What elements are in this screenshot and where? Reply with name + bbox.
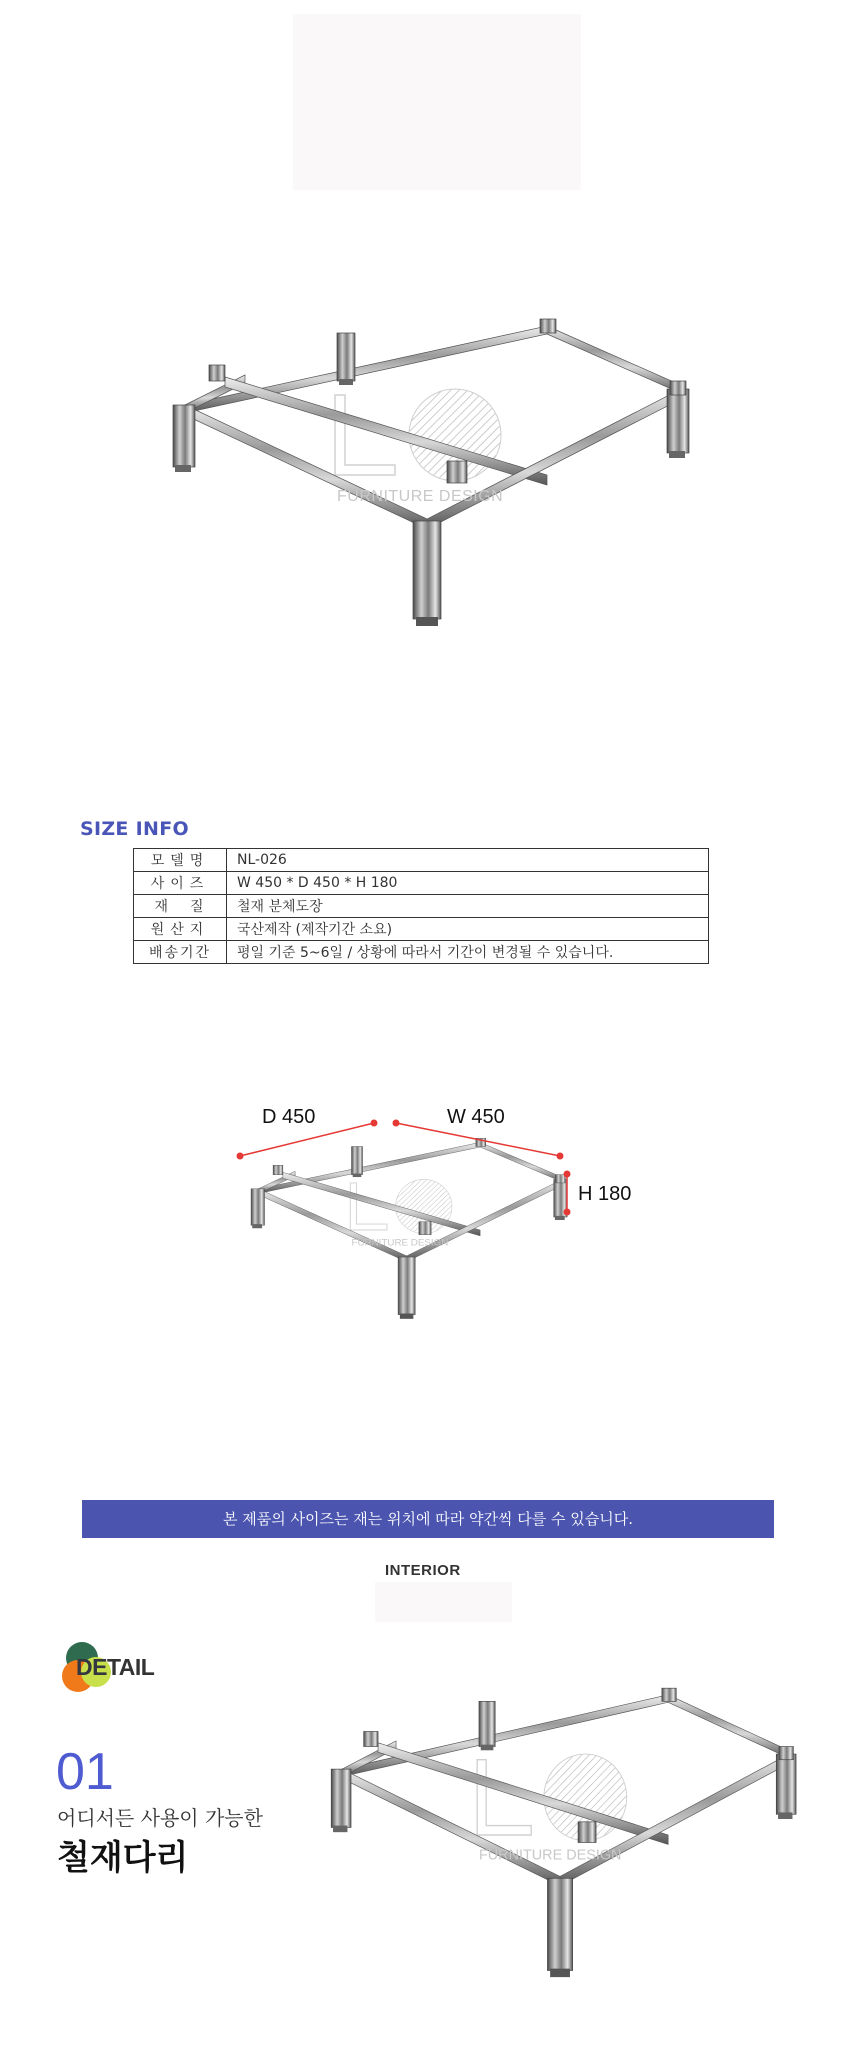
watermark-logo-icon <box>477 1754 627 1841</box>
spec-label-delivery: 배송기간 <box>134 941 227 964</box>
detail-subtitle: 어디서든 사용이 가능한 <box>57 1806 263 1830</box>
spec-table <box>133 848 709 964</box>
table-row <box>134 918 709 941</box>
watermark-text: FURNITURE DESIGN <box>337 488 504 505</box>
spec-value-delivery: 평일 기준 5~6일 / 상황에 따라서 기간이 변경될 수 있습니다. <box>227 941 709 964</box>
spec-value-size: W 450 * D 450 * H 180 <box>227 872 709 895</box>
detail-logo <box>60 1640 180 1696</box>
spec-value-model: NL-026 <box>227 849 709 872</box>
detail-logo-de: DE <box>76 1654 107 1680</box>
top-image-placeholder <box>293 14 581 190</box>
table-row <box>134 941 709 964</box>
spec-label-size: 사이즈 <box>134 872 227 895</box>
interior-image-placeholder <box>375 1582 512 1622</box>
interior-label: INTERIOR <box>385 1562 461 1579</box>
dimension-depth-label: D 450 <box>262 1106 316 1128</box>
detail-title: 철재다리 <box>57 1838 189 1878</box>
size-notice-banner: 본 제품의 사이즈는 재는 위치에 따라 약간씩 다를 수 있습니다. <box>82 1500 774 1538</box>
dimension-height-label: H 180 <box>578 1183 632 1205</box>
watermark-text-small: FURNITURE DESIGN <box>351 1237 449 1249</box>
spec-label-model: 모델명 <box>134 849 227 872</box>
product-image-main <box>155 305 710 645</box>
table-row <box>134 895 709 918</box>
spec-label-material: 재질 <box>134 895 227 918</box>
detail-logo-text <box>76 1654 154 1681</box>
spec-value-material: 철재 분체도장 <box>227 895 709 918</box>
watermark-text-detail: FURNITURE DESIGN <box>478 1847 622 1864</box>
size-info-title: SIZE INFO <box>80 818 189 840</box>
spec-value-origin: 국산제작 (제작기간 소요) <box>227 918 709 941</box>
spec-label-origin: 원산지 <box>134 918 227 941</box>
watermark-logo-icon <box>335 389 501 481</box>
table-row <box>134 849 709 872</box>
product-image-detail <box>315 1675 815 1995</box>
table-row <box>134 872 709 895</box>
detail-logo-tail: TAIL <box>106 1654 155 1680</box>
detail-number: 01 <box>56 1743 114 1801</box>
dimension-width-label: W 450 <box>447 1106 505 1128</box>
